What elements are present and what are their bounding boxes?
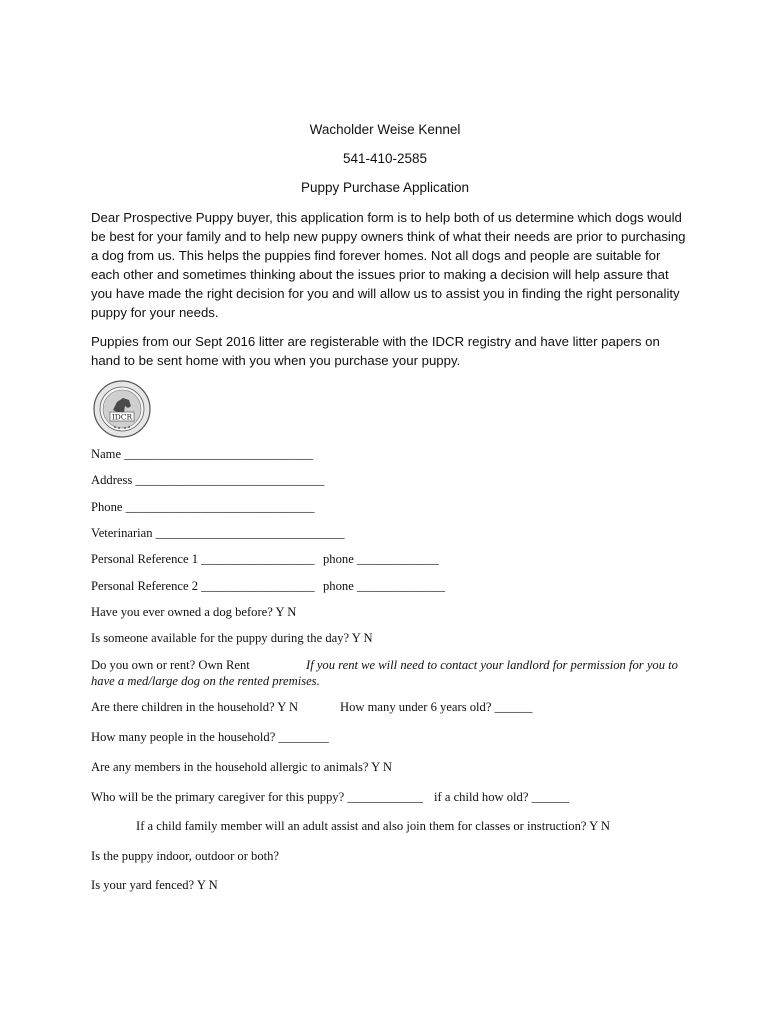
kennel-phone: 541-410-2585 xyxy=(342,151,428,166)
child-age-field[interactable]: if a child how old? ______ xyxy=(434,790,570,804)
reference1-phone-field[interactable]: phone _____________ xyxy=(323,552,439,566)
under6-field[interactable]: How many under 6 years old? ______ xyxy=(340,700,533,714)
yard-fenced-question[interactable]: Is your yard fenced? Y N xyxy=(91,878,218,892)
registry-paragraph: Puppies from our Sept 2016 litter are registerable with the IDCR registry and have litter papers on hand to be sent home with you when you purchase your puppy. xyxy=(91,334,660,368)
owned-dog-question[interactable]: Have you ever owned a dog before? Y N xyxy=(91,605,297,619)
children-question[interactable]: Are there children in the household? Y N xyxy=(91,700,299,714)
address-field[interactable]: Address ______________________________ xyxy=(91,473,325,487)
idcr-seal-logo xyxy=(93,380,151,438)
reference2-field[interactable]: Personal Reference 2 __________________ xyxy=(91,579,315,593)
reference1-field[interactable]: Personal Reference 1 __________________ xyxy=(91,552,315,566)
reference2-phone-field[interactable]: phone ______________ xyxy=(323,579,446,593)
kennel-name: Wacholder Weise Kennel xyxy=(309,122,461,137)
name-field[interactable]: Name ______________________________ xyxy=(91,447,314,461)
seal-text: IDCR xyxy=(111,412,133,422)
caregiver-field[interactable]: Who will be the primary caregiver for this puppy? ____________ xyxy=(91,790,423,804)
phone-field[interactable]: Phone ______________________________ xyxy=(91,500,315,514)
veterinarian-field[interactable]: Veterinarian ______________________________ xyxy=(91,526,345,540)
form-title: Puppy Purchase Application xyxy=(300,180,470,195)
available-question[interactable]: Is someone available for the puppy during the day? Y N xyxy=(91,631,373,645)
household-people-field[interactable]: How many people in the household? ________ xyxy=(91,730,329,744)
indoor-outdoor-question[interactable]: Is the puppy indoor, outdoor or both? xyxy=(91,849,280,863)
rent-note-line2: have a med/large dog on the rented premises. xyxy=(91,674,320,688)
own-rent-question[interactable]: Do you own or rent? Own Rent xyxy=(91,658,250,672)
rent-note-line1: If you rent we will need to contact your landlord for permission for you to xyxy=(306,658,678,672)
allergic-question[interactable]: Are any members in the household allergic to animals? Y N xyxy=(91,760,393,774)
intro-paragraph: Dear Prospective Puppy buyer, this application form is to help both of us determine which dogs would be best for your family and to help new puppy owners think of what their needs are prior to purchasing a dog from us. This helps the puppies find forever homes. Not all dogs and people are suitable for each other and sometimes thinking about the issues prior to making a decision will help assure that you have made the right decision for you and will allow us to assist you in finding the right personality puppy for your needs. xyxy=(91,210,686,320)
adult-assist-question[interactable]: If a child family member will an adult assist and also join them for classes or instruction? Y N xyxy=(136,819,611,833)
